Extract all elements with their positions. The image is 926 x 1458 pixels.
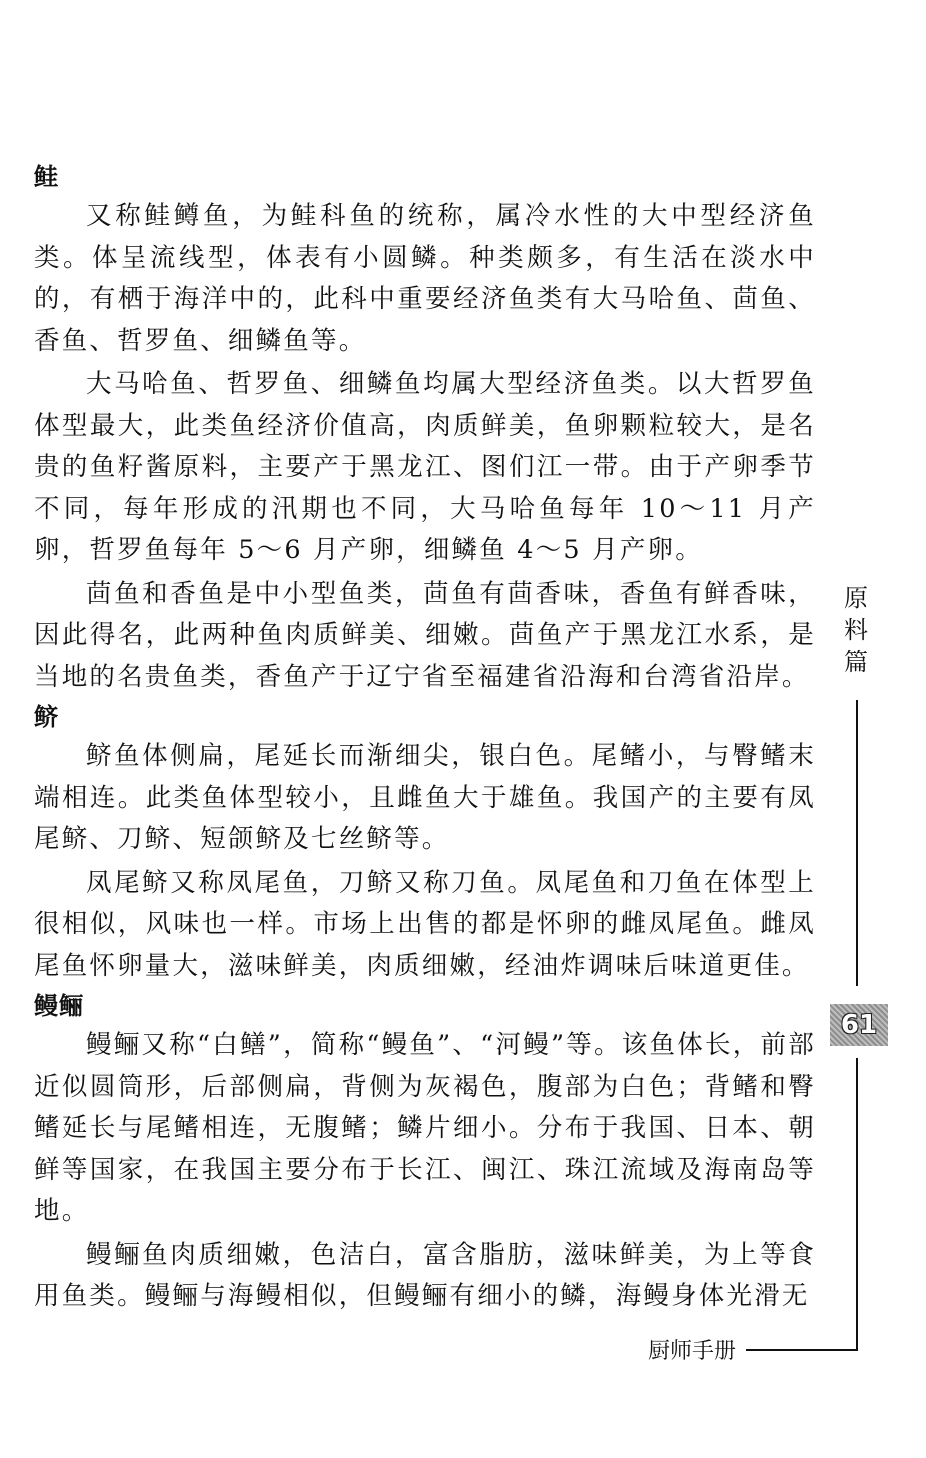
paragraph: 茴鱼和香鱼是中小型鱼类，茴鱼有茴香味，香鱼有鲜香味，因此得名，此两种鱼肉质鲜美、细嫩。茴鱼产于黑龙江水系，是当地的名贵鱼类，香鱼产于辽宁省至福建省沿海和台湾省沿岸。 — [34, 578, 816, 692]
section-ji — [34, 698, 816, 987]
footer-book-title: 厨师手册 — [648, 1339, 737, 1364]
page-number-box — [830, 1004, 888, 1046]
side-rule-bottom — [856, 1058, 858, 1350]
footer-rule — [746, 1349, 858, 1351]
page-number: 61 — [840, 1010, 878, 1040]
section-heading: 鲚 — [34, 703, 59, 731]
section-gui — [34, 158, 816, 698]
paragraph: 大马哈鱼、哲罗鱼、细鳞鱼均属大型经济鱼类。以大哲罗鱼体型最大，此类鱼经济价值高，肉质鲜美，鱼卵颗粒较大，是名贵的鱼籽酱原料，主要产于黑龙江、图们江一带。由于产卵季节不同，每年形成的汛期也不同，大马哈鱼每年 10～11 月产卵，哲罗鱼每年 5～6 月产卵，细鳞鱼 4～5 月产卵。 — [34, 369, 816, 565]
main-text-column — [34, 158, 816, 1318]
paragraph: 凤尾鲚又称凤尾鱼，刀鲚又称刀鱼。凤尾鱼和刀鱼在体型上很相似，风味也一样。市场上出售的都是怀卵的雌凤尾鱼。雌凤尾鱼怀卵量大，滋味鲜美，肉质细嫩，经油炸调味后味道更佳。 — [34, 867, 816, 981]
paragraph: 鳗鲡鱼肉质细嫩，色洁白，富含脂肪，滋味鲜美，为上等食用鱼类。鳗鲡与海鳗相似，但鳗鲡有细小的鳞，海鳗身体光滑无 — [34, 1239, 816, 1311]
section-manli — [34, 987, 816, 1318]
paragraph: 鲚鱼体侧扁，尾延长而渐细尖，银白色。尾鳍小，与臀鳍末端相连。此类鱼体型较小，且雌鱼大于雄鱼。我国产的主要有凤尾鲚、刀鲚、短颌鲚及七丝鲚等。 — [34, 741, 816, 854]
section-heading: 鳗鲡 — [34, 992, 84, 1020]
chapter-side-label: 原 料 篇 — [844, 584, 868, 676]
paragraph: 鳗鲡又称“白鳝”，简称“鳗鱼”、“河鳗”等。该鱼体长，前部近似圆筒形，后部侧扁，背侧为灰褐色，腹部为白色；背鳍和臀鳍延长与尾鳍相连，无腹鳍；鳞片细小。分布于我国、日本、朝鲜等国家，在我国主要分布于长江、闽江、珠江流域及海南岛等地。 — [34, 1030, 816, 1226]
side-rule-top — [856, 700, 858, 986]
paragraph: 又称鲑鳟鱼，为鲑科鱼的统称，属冷水性的大中型经济鱼类。体呈流线型，体表有小圆鳞。种类颇多，有生活在淡水中的，有栖于海洋中的，此科中重要经济鱼类有大马哈鱼、茴鱼、香鱼、哲罗鱼、细鳞鱼等。 — [34, 201, 816, 356]
section-heading: 鲑 — [34, 163, 59, 191]
